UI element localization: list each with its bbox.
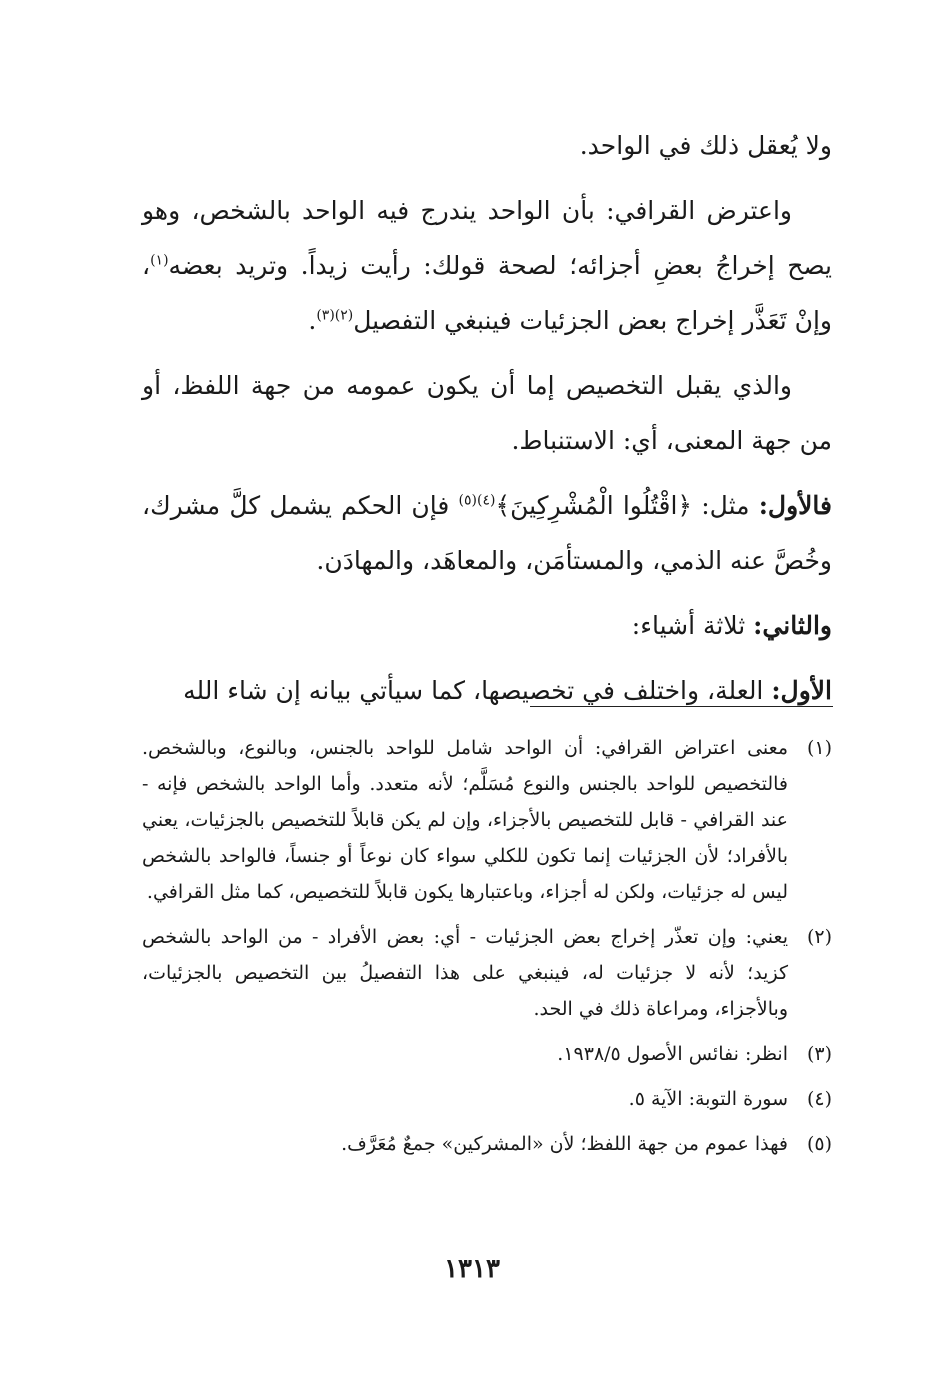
paragraph-6 [142, 663, 832, 718]
paragraph-6-lead: الأول: [771, 676, 832, 705]
paragraph-5-lead: والثاني: [753, 611, 832, 640]
footnote-4-text: سورة التوبة: الآية ٥. [628, 1088, 788, 1110]
paragraph-2-text-b: ، وإنْ تَعَذَّر إخراج بعض الجزئيات فينبغي التفصيل [142, 251, 832, 335]
footnote-1 [142, 730, 832, 910]
footnote-5 [142, 1126, 832, 1162]
paragraph-2-text-a: واعترض القرافي: بأن الواحد يندرج فيه الواحد بالشخص، وهو يصح إخراجُ بعضِ أجزائه؛ لصحة قولك: رأيت زيداً. وتريد بعضه [142, 196, 832, 280]
paragraph-1-text: ولا يُعقل ذلك في الواحد. [579, 131, 832, 160]
paragraph-2 [142, 183, 832, 348]
footnote-ref-1[interactable]: (١) [150, 252, 169, 269]
paragraph-3 [142, 358, 832, 468]
paragraph-4 [142, 478, 832, 588]
footnote-2-number: (٢) [806, 926, 832, 948]
page-number: ١٣١٣ [444, 1254, 500, 1284]
paragraph-1 [142, 118, 832, 173]
paragraph-4-text-a: مثل: ﴿اقْتُلُوا الْمُشْرِكِينَ﴾ [495, 491, 759, 520]
footnote-3-number: (٣) [806, 1043, 832, 1065]
footnote-ref-4-5[interactable]: (٤)(٥) [458, 492, 496, 509]
footnote-2-text: يعني: وإن تعذّر إخراج بعض الجزئيات - أي: بعض الأفراد - من الواحد بالشخص كزيد؛ لأنه لا جزئيات له، فينبغي على هذا التفصيلُ بين التخصيص بالجزئيات، وبالأجزاء، ومراعاة ذلك في الحد. [142, 926, 788, 1020]
footnote-5-text: فهذا عموم من جهة اللفظ؛ لأن «المشركين» جمعٌ مُعَرَّف. [341, 1133, 788, 1155]
footnote-4-number: (٤) [806, 1088, 832, 1110]
footnote-ref-2-3[interactable]: (٢)(٣) [316, 307, 354, 324]
footnotes [142, 730, 832, 1171]
paragraph-6-text: العلة، واختلف في تخصيصها، كما سيأتي بيانه إن شاء الله [183, 676, 772, 705]
footnote-3-text: انظر: نفائس الأصول ١٩٣٨/٥. [557, 1043, 788, 1065]
footnote-4 [142, 1081, 832, 1117]
paragraph-5-text: ثلاثة أشياء: [631, 611, 754, 640]
footnote-1-text: معنى اعتراض القرافي: أن الواحد شامل للواحد بالجنس، وبالنوع، وبالشخص. فالتخصيص للواحد بالجنس والنوع مُسَلَّم؛ لأنه متعدد. وأما الواحد بالشخص فإنه - عند القرافي - قابل للتخصيص بالأجزاء، وإن لم يكن قابلاً للتخصيص بالجزئيات، يعني بالأفراد؛ لأن الجزئيات إنما تكون للكلي سواء كان نوعاً أو جنساً، فالواحد بالشخص ليس له جزئيات، ولكن له أجزاء، وباعتبارها يكون قابلاً للتخصيص، كما مثل القرافي. [142, 737, 788, 903]
footnote-2 [142, 919, 832, 1027]
paragraph-3-text: والذي يقبل التخصيص إما أن يكون عمومه من جهة اللفظ، أو من جهة المعنى، أي: الاستنباط. [142, 371, 832, 455]
footnote-1-number: (١) [806, 737, 832, 759]
footnote-3 [142, 1036, 832, 1072]
paragraph-5 [142, 598, 832, 653]
paragraph-4-lead: فالأول: [758, 491, 832, 520]
paragraph-2-text-c: . [308, 306, 317, 335]
footnote-separator [530, 706, 833, 707]
footnote-5-number: (٥) [806, 1133, 832, 1155]
main-text [142, 118, 832, 718]
paragraph-4-text-b: فإن الحكم يشمل كلَّ مشرك، وخُصَّ عنه الذمي، والمستأمَن، والمعاهَد، والمهادَن. [142, 491, 832, 575]
